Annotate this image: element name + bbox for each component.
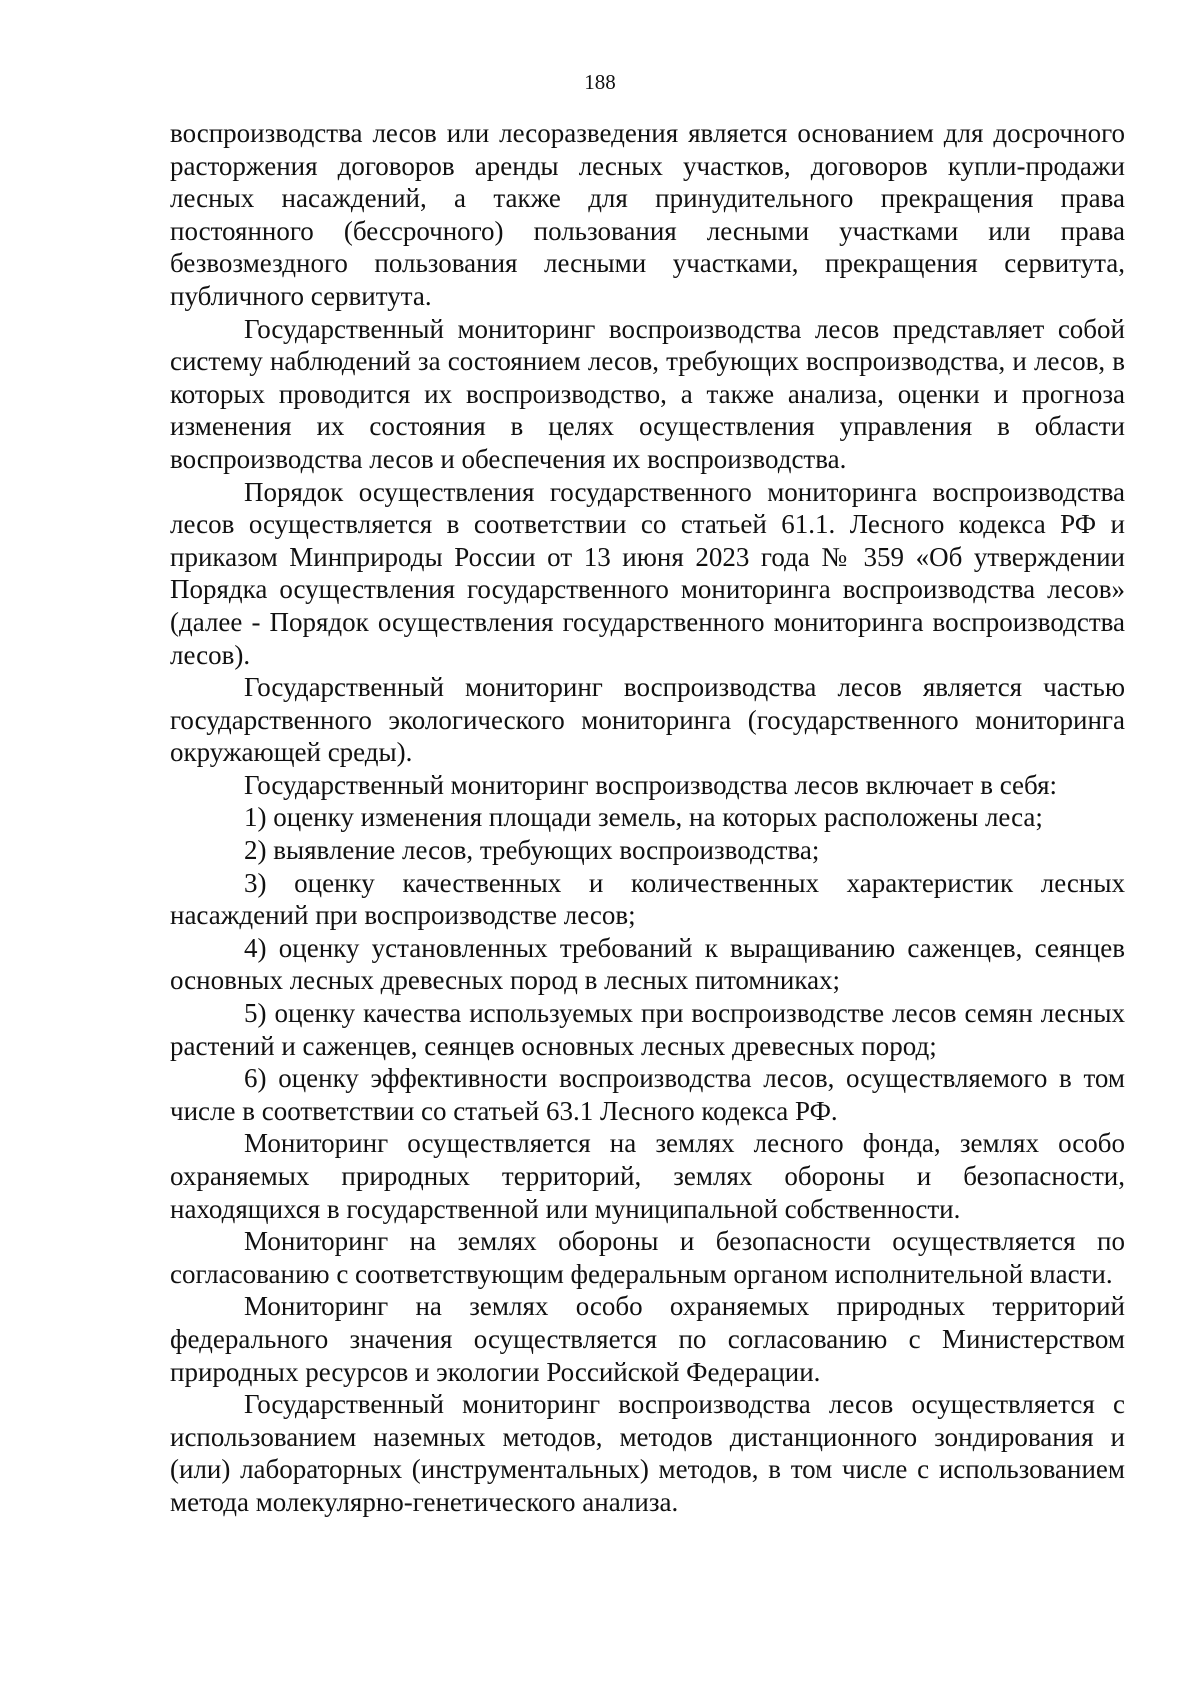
list-item-2: 2) выявление лесов, требующих воспроизводства; bbox=[244, 835, 820, 866]
paragraph-9: Государственный мониторинг воспроизводства лесов осуществляется с использованием наземных методов, методов дистанционного зондирования и (или) лабораторных (инструментальных) методов, в том числе с использованием метода молекулярно-генетического анализа. bbox=[170, 1389, 1125, 1517]
paragraph-6: Мониторинг осуществляется на землях лесного фонда, землях особо охраняемых природных территорий, землях обороны и безопасности, находящихся в государственной или муниципальной собственности. bbox=[170, 1128, 1125, 1224]
paragraph-3: Порядок осуществления государственного мониторинга воспроизводства лесов осуществляется в соответствии со статьей 61.1. Лесного кодекса РФ и приказом Минприроды России от 13 июня 2023 года № 359 «Об утверждении Порядка осуществления государственного мониторинга воспроизводства лесов» (далее - Порядок осуществления государственного мониторинга воспроизводства лесов). bbox=[170, 476, 1125, 670]
paragraph-4: Государственный мониторинг воспроизводства лесов является частью государственного экологического мониторинга (государственного мониторинга окружающей среды). bbox=[170, 672, 1125, 768]
list-item-5: 5) оценку качества используемых при воспроизводстве лесов семян лесных растений и саженцев, сеянцев основных лесных древесных пород; bbox=[170, 998, 1125, 1061]
paragraph-2: Государственный мониторинг воспроизводства лесов представляет собой систему наблюдений за состоянием лесов, требующих воспроизводства, и лесов, в которых проводится их воспроизводство, а также анализа, оценки и прогноза изменения их состояния в целях осуществления управления в области воспроизводства лесов и обеспечения их воспроизводства. bbox=[170, 313, 1125, 474]
page-number: 188 bbox=[584, 70, 616, 94]
list-item-4: 4) оценку установленных требований к выращиванию саженцев, сеянцев основных лесных древесных пород в лесных питомниках; bbox=[170, 932, 1125, 996]
paragraph-1: воспроизводства лесов или лесоразведения является основанием для досрочного расторжения договоров аренды лесных участков, договоров купли-продажи лесных насаждений, а также для принудительного прекращения права постоянного (бессрочного) пользования лесными участками или права безвозмездного пользования лесными участками, прекращения сервитута, публичного сервитута. bbox=[170, 118, 1125, 311]
document-body bbox=[170, 117, 1125, 1519]
paragraph-5: Государственный мониторинг воспроизводства лесов включает в себя: bbox=[244, 769, 1057, 800]
paragraph-7: Мониторинг на землях обороны и безопасности осуществляется по согласованию с соответствующим федеральным органом исполнительной власти. bbox=[170, 1226, 1125, 1289]
list-item-6: 6) оценку эффективности воспроизводства лесов, осуществляемого в том числе в соответствии со статьей 63.1 Лесного кодекса РФ. bbox=[170, 1063, 1125, 1126]
list-item-3: 3) оценку качественных и количественных характеристик лесных насаждений при воспроизводстве лесов; bbox=[170, 867, 1125, 931]
list-item-1: 1) оценку изменения площади земель, на которых расположены леса; bbox=[244, 802, 1043, 833]
paragraph-8: Мониторинг на землях особо охраняемых природных территорий федерального значения осуществляется по согласованию с Министерством природных ресурсов и экологии Российской Федерации. bbox=[170, 1291, 1125, 1387]
